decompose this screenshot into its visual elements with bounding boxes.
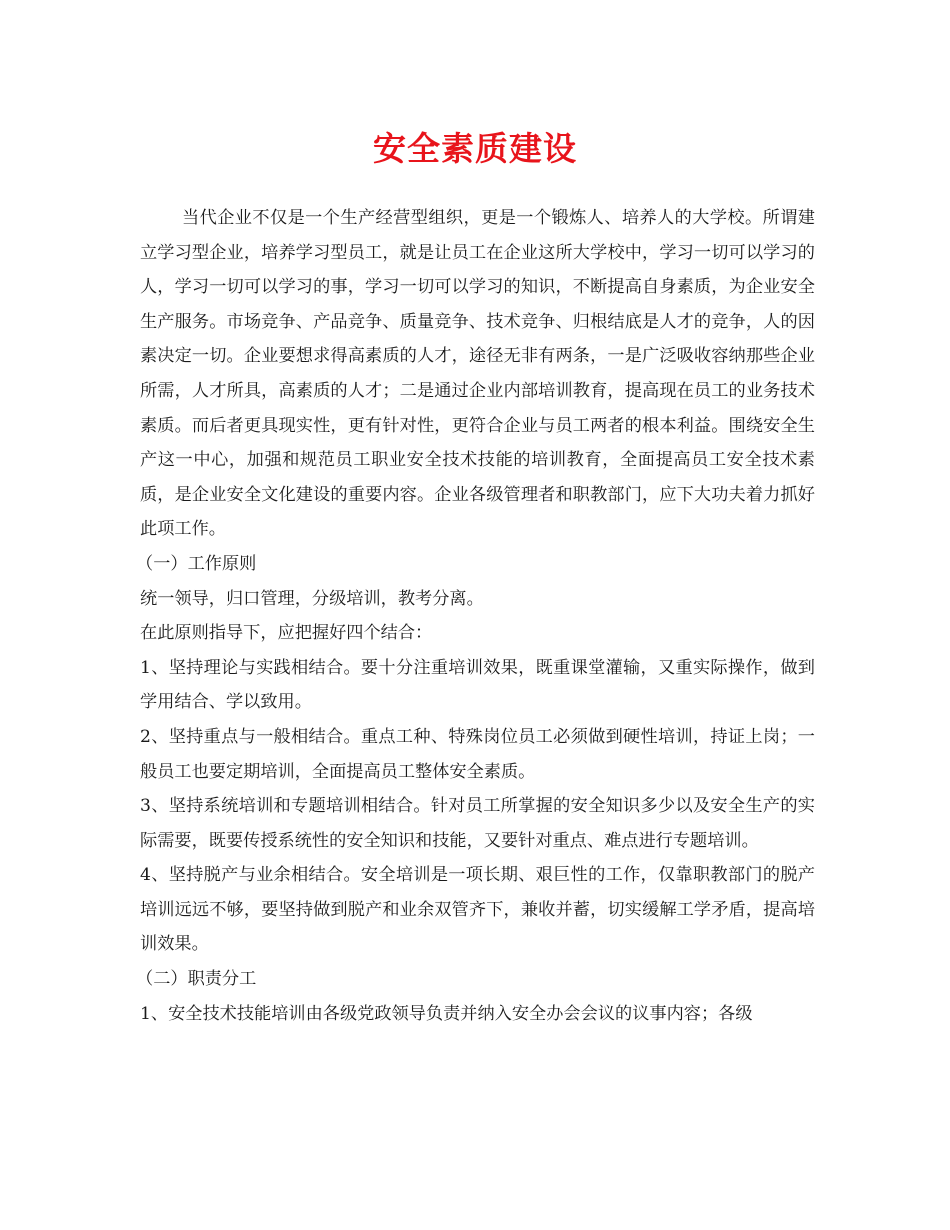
section-heading-principles: （一）工作原则	[136, 553, 257, 574]
list-item: 4、坚持脱产与业余相结合。安全培训是一项长期、艰巨性的工作，仅靠职教部门的脱产培训远远不够，要坚持做到脱产和业余双管齐下，兼收并蓄，切实缓解工学矛盾，提高培训效果。	[140, 865, 815, 955]
principle-paragraph: 统一领导，归口管理，分级培训，教考分离。	[140, 588, 484, 609]
list-item: 3、坚持系统培训和专题培训相结合。针对员工所掌握的安全知识多少以及安全生产的实际需要，既要传授系统性的安全知识和技能，又要针对重点、难点进行专题培训。	[140, 796, 815, 851]
section-heading-duties: （二）职责分工	[136, 969, 257, 990]
document-body	[136, 201, 815, 1031]
intro-paragraph: 当代企业不仅是一个生产经营型组织，更是一个锻炼人、培养人的大学校。所谓建立学习型企业，培养学习型员工，就是让员工在企业这所大学校中，学习一切可以学习的人，学习一切可以学习的事，学习一切可以学习的知识，不断提高自身素质，为企业安全生产服务。市场竞争、产品竞争、质量竞争、技术竞争、归根结底是人才的竞争，人的因素决定一切。企业要想求得高素质的人才，途径无非有两条，一是广泛吸收容纳那些企业所需，人才所具，高素质的人才；二是通过企业内部培训教育，提高现在员工的业务技术素质。而后者更具现实性，更有针对性，更符合企业与员工两者的根本利益。围绕安全生产这一中心，加强和规范员工职业安全技术技能的培训教育，全面提高员工安全技术素质，是企业安全文化建设的重要内容。企业各级管理者和职教部门，应下大功夫着力抓好此项工作。	[140, 208, 815, 540]
document-title: 安全素质建设	[373, 129, 577, 168]
duty-item: 1、安全技术技能培训由各级党政领导负责并纳入安全办会会议的议事内容；各级	[140, 1003, 753, 1024]
guidance-paragraph: 在此原则指导下，应把握好四个结合：	[140, 623, 433, 644]
list-item: 2、坚持重点与一般相结合。重点工种、特殊岗位员工必须做到硬性培训，持证上岗；一般员工也要定期培训，全面提高员工整体安全素质。	[140, 726, 815, 782]
list-item: 1、坚持理论与实践相结合。要十分注重培训效果，既重课堂灌输，又重实际操作，做到学用结合、学以致用。	[140, 657, 815, 713]
